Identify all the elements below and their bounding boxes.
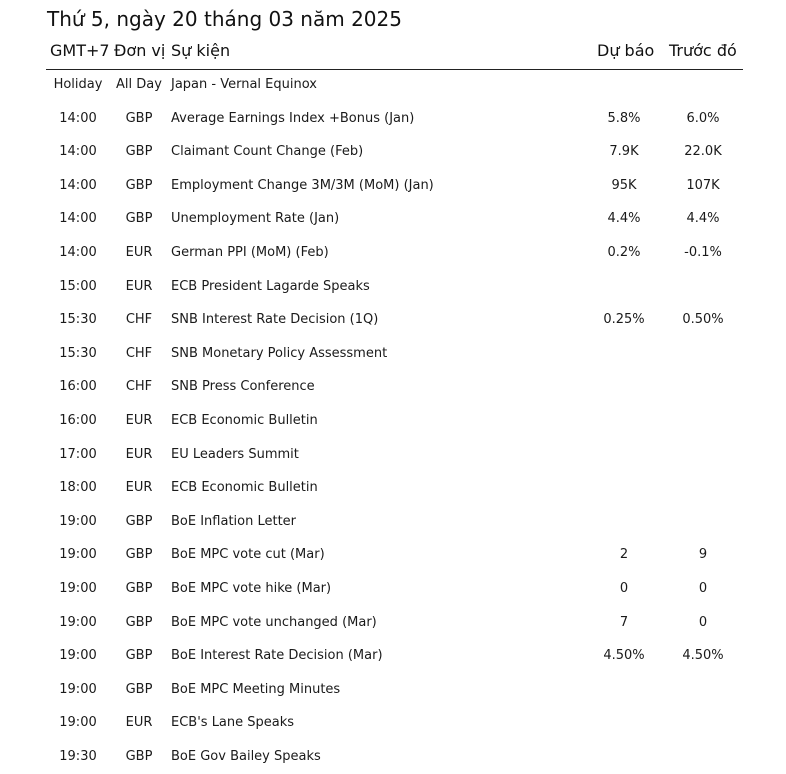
table-row: [0, 674, 786, 708]
event-currency: GBP: [125, 513, 153, 529]
event-forecast: 2: [619, 547, 629, 563]
event-time: 17:00: [59, 446, 97, 462]
page-title: Thứ 5, ngày 20 tháng 03 năm 2025: [47, 7, 402, 31]
event-time: 14:00: [59, 177, 97, 193]
event-time: 19:00: [59, 715, 97, 731]
table-row: [0, 640, 786, 674]
event-time: 19:00: [59, 547, 97, 563]
event-currency: GBP: [125, 580, 153, 596]
event-time: 15:30: [59, 312, 97, 328]
table-row: [0, 405, 786, 439]
event-name: BoE Interest Rate Decision (Mar): [171, 648, 383, 664]
event-name: Claimant Count Change (Feb): [171, 144, 364, 160]
event-previous: 4.50%: [682, 648, 724, 664]
event-currency: GBP: [125, 144, 153, 160]
table-row: [0, 439, 786, 473]
event-currency: GBP: [125, 211, 153, 227]
event-previous: -0.1%: [684, 244, 722, 260]
event-previous: 107K: [686, 177, 720, 193]
table-row: [0, 203, 786, 237]
event-name: ECB President Lagarde Speaks: [171, 278, 370, 294]
event-currency: GBP: [125, 547, 153, 563]
event-currency: GBP: [125, 648, 153, 664]
event-name: SNB Press Conference: [171, 379, 315, 395]
event-currency: GBP: [125, 110, 153, 126]
event-forecast: 7.9K: [609, 144, 639, 160]
event-currency: CHF: [125, 345, 153, 361]
event-currency: GBP: [125, 681, 153, 697]
event-time: 19:00: [59, 580, 97, 596]
event-name: ECB Economic Bulletin: [171, 412, 318, 428]
event-currency: GBP: [125, 177, 153, 193]
event-previous: 6.0%: [686, 110, 720, 126]
event-time: 15:00: [59, 278, 97, 294]
event-forecast: 4.50%: [603, 648, 645, 664]
event-name: Japan - Vernal Equinox: [171, 77, 317, 92]
event-forecast: 5.8%: [607, 110, 641, 126]
event-name: EU Leaders Summit: [171, 446, 299, 462]
event-currency: All Day: [116, 77, 162, 92]
event-time: 14:00: [59, 211, 97, 227]
event-forecast: 95K: [611, 177, 637, 193]
event-previous: 4.4%: [686, 211, 720, 227]
event-time: 14:00: [59, 110, 97, 126]
table-row: [0, 136, 786, 170]
event-currency: EUR: [125, 480, 153, 496]
column-header-event: Sự kiện: [171, 41, 231, 60]
column-header-forecast: Dự báo: [597, 41, 655, 60]
event-name: ECB Economic Bulletin: [171, 480, 318, 496]
event-forecast: 0: [619, 580, 629, 596]
event-currency: EUR: [125, 412, 153, 428]
event-previous: 0: [698, 614, 708, 630]
event-previous: 9: [698, 547, 708, 563]
event-name: BoE Inflation Letter: [171, 513, 297, 529]
table-row: [0, 506, 786, 540]
event-time: Holiday: [53, 77, 103, 92]
event-currency: EUR: [125, 715, 153, 731]
table-row: [0, 271, 786, 305]
event-time: 16:00: [59, 412, 97, 428]
event-currency: CHF: [125, 312, 153, 328]
event-name: SNB Interest Rate Decision (1Q): [171, 312, 379, 328]
event-time: 19:00: [59, 681, 97, 697]
event-name: Employment Change 3M/3M (MoM) (Jan): [171, 177, 434, 193]
event-currency: EUR: [125, 446, 153, 462]
column-header-timezone: GMT+7: [50, 41, 110, 60]
event-name: BoE MPC vote unchanged (Mar): [171, 614, 377, 630]
event-forecast: 0.2%: [607, 244, 641, 260]
event-time: 14:00: [59, 144, 97, 160]
table-row: [0, 472, 786, 506]
table-row: [0, 237, 786, 271]
event-previous: 0.50%: [682, 312, 724, 328]
event-name: SNB Monetary Policy Assessment: [171, 345, 388, 361]
event-currency: CHF: [125, 379, 153, 395]
event-time: 19:00: [59, 513, 97, 529]
table-row: [0, 338, 786, 372]
event-time: 19:00: [59, 614, 97, 630]
table-row: [0, 69, 786, 103]
table-row: [0, 170, 786, 204]
table-row: [0, 539, 786, 573]
events-table: [0, 69, 786, 774]
event-forecast: 0.25%: [603, 312, 645, 328]
event-time: 14:00: [59, 244, 97, 260]
event-name: German PPI (MoM) (Feb): [171, 244, 329, 260]
event-forecast: 4.4%: [607, 211, 641, 227]
event-name: Average Earnings Index +Bonus (Jan): [171, 110, 415, 126]
table-row: [0, 607, 786, 641]
table-header: [46, 38, 743, 70]
event-time: 19:30: [59, 748, 97, 764]
event-previous: 0: [698, 580, 708, 596]
event-currency: EUR: [125, 278, 153, 294]
event-time: 18:00: [59, 480, 97, 496]
event-name: BoE MPC vote hike (Mar): [171, 580, 332, 596]
event-time: 19:00: [59, 648, 97, 664]
event-time: 16:00: [59, 379, 97, 395]
table-row: [0, 741, 786, 774]
event-previous: 22.0K: [684, 144, 722, 160]
event-name: ECB's Lane Speaks: [171, 715, 295, 731]
event-currency: EUR: [125, 244, 153, 260]
column-header-previous: Trước đó: [669, 41, 737, 60]
event-name: Unemployment Rate (Jan): [171, 211, 340, 227]
table-row: [0, 103, 786, 137]
table-row: [0, 707, 786, 741]
table-row: [0, 304, 786, 338]
event-currency: GBP: [125, 614, 153, 630]
event-name: BoE MPC Meeting Minutes: [171, 681, 341, 697]
table-row: [0, 573, 786, 607]
column-header-currency: Đơn vị: [114, 41, 166, 60]
event-name: BoE Gov Bailey Speaks: [171, 748, 321, 764]
event-forecast: 7: [619, 614, 629, 630]
event-time: 15:30: [59, 345, 97, 361]
table-row: [0, 371, 786, 405]
event-name: BoE MPC vote cut (Mar): [171, 547, 325, 563]
event-currency: GBP: [125, 748, 153, 764]
